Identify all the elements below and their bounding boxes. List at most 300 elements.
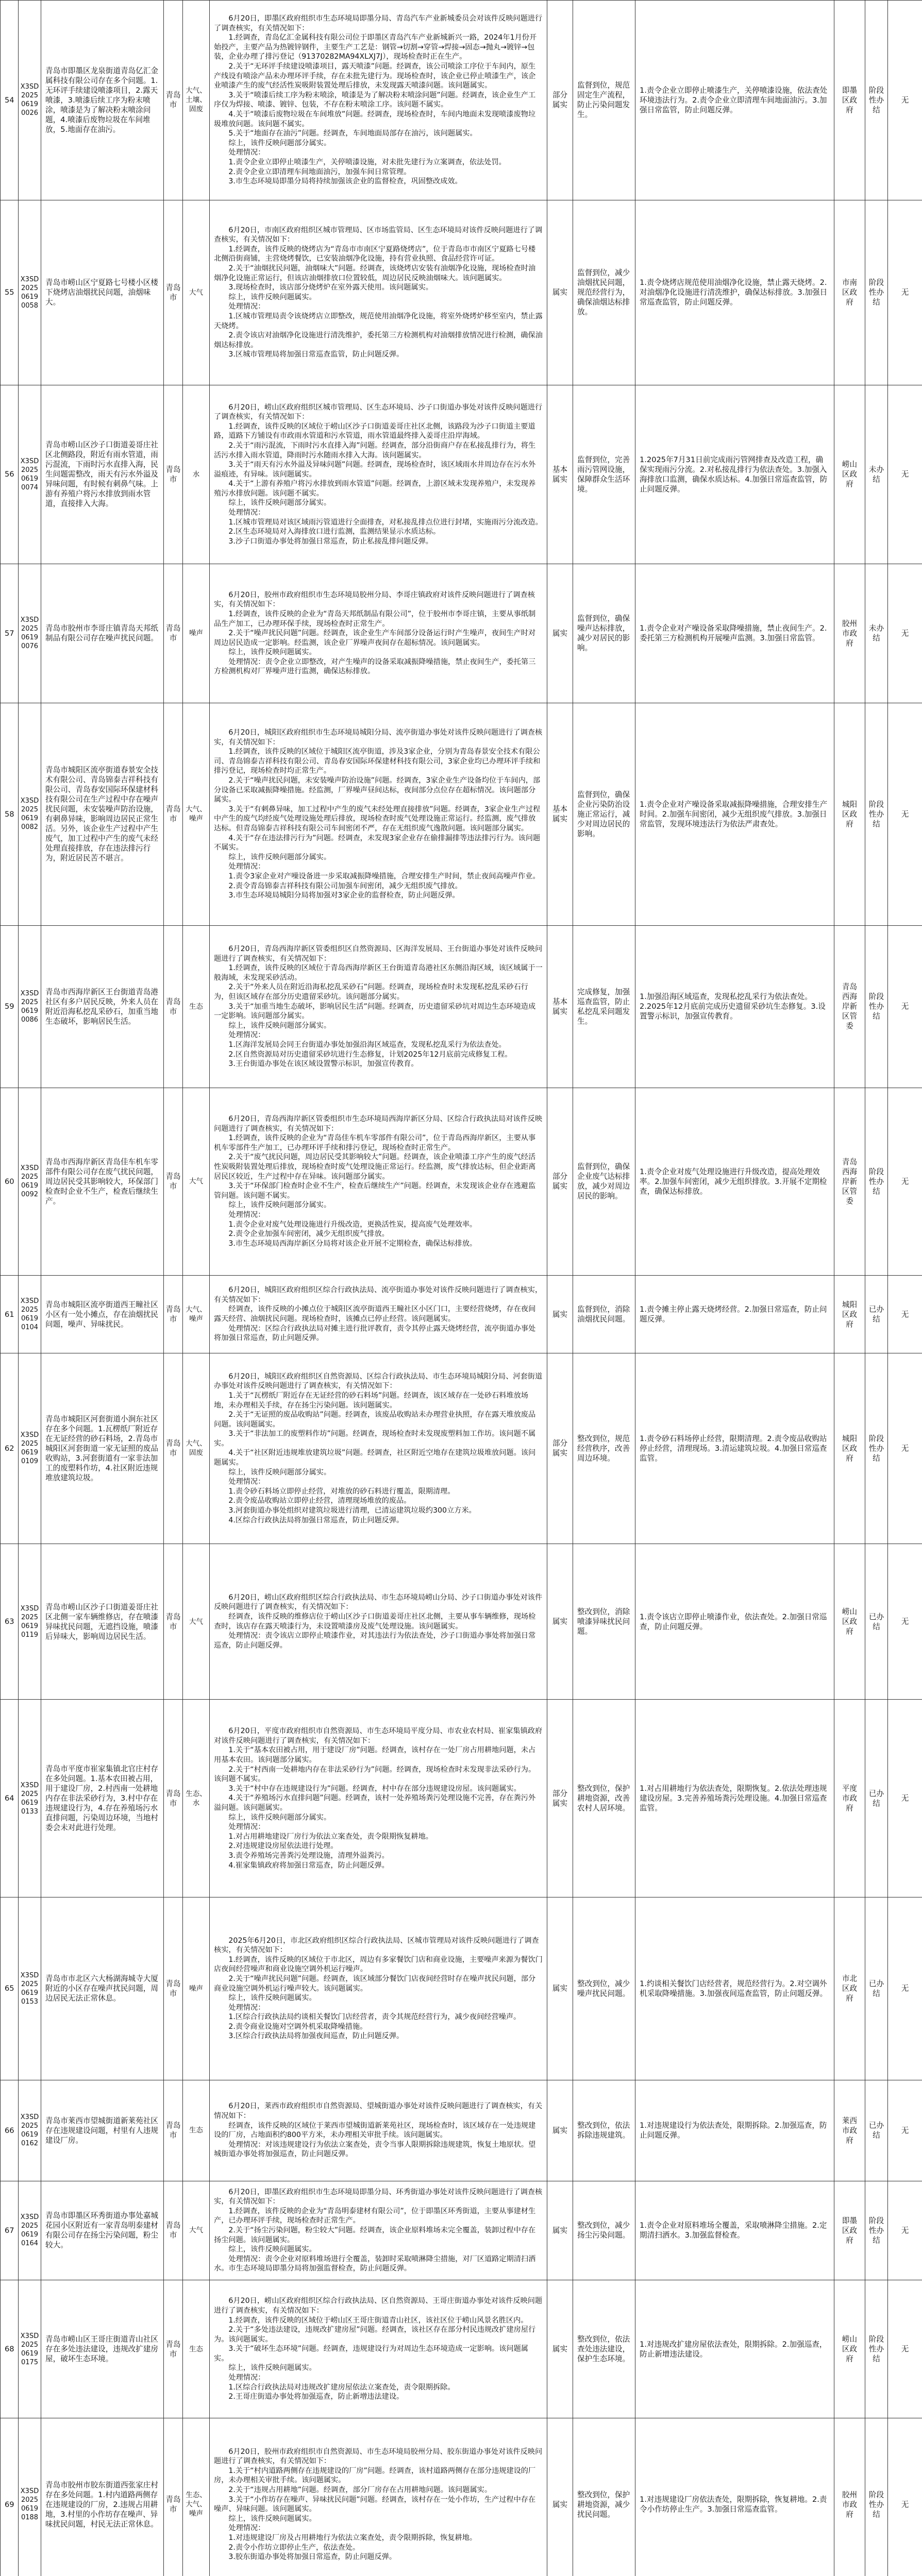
result-paragraph: 3.市生态环境局即墨分局将持续加强该企业的监督检查，巩固整改成效。 [228,177,462,186]
row-description: 青岛市胶州市李哥庄镇青岛天邦纸制品有限公司存在噪声扰民问题。 [41,564,164,703]
row-number: 58 [1,703,19,926]
result-paragraph: 2.关于“扬尘污染问题，粉尘较大”问题。经调查，该企业原料堆场未完全覆盖，装卸过程中存在扬尘问题。该问题属实。 [214,2226,536,2244]
table-row [1,1544,922,1700]
row-number: 63 [1,1544,19,1700]
row-investigation-result [210,1700,547,1897]
result-paragraph: 1.责令3家企业对产噪设备进一步采取减振降噪措施，合理安排生产时间，禁止夜间高噪声作业。 [228,872,540,880]
result-paragraph: 处理情况：责令企业对原料堆场进行全覆盖，装卸时采取喷淋降尘措施，对厂区道路定期清扫洒水。市生态环境局即墨分局将加强监督检查，防止问题反弹。 [214,2255,536,2273]
row-goal: 监督到位，规范固定生产流程，防止污染问题发生。 [573,1,635,200]
row-area: 青岛市 [164,2418,183,2576]
row-pollution-type: 大气 [183,2181,210,2280]
result-paragraph: 2.责令企业立即清理车间地面油污，加强车间日常管理。 [228,167,411,176]
row-number: 57 [1,564,19,703]
row-measures: 1.加强沿海区域巡查，发现私挖乱采行为依法查处。2.2025年12月底前完成历史遗留采砂坑生态修复。3.设置警示标识，加强宣传教育。 [635,926,834,1088]
row-verification: 部分属实 [547,1,573,200]
row-responsible: 崂山区政府 [834,2280,865,2418]
row-code: X3SD202506190175 [19,2280,41,2418]
row-pollution-type: 大气、噪声 [183,1275,210,1353]
row-verification: 属实 [547,200,573,385]
table-row [1,1700,922,1897]
row-code: X3SD202506190026 [19,1,41,200]
result-paragraph: 1.经调查，该件反映的企业为“青岛天邦纸制品有限公司”，位于胶州市李哥庄镇，主要从事纸制品生产加工，已办理环保手续，现场检查时正常生产。 [214,609,536,628]
result-paragraph: 2.责令企业加强车间密闭，减少无组织废气排放。 [228,1230,389,1239]
result-paragraph: 2.对违规建设房屋依法进行处理。 [228,1842,338,1851]
result-paragraph: 处理情况： [228,862,265,871]
row-number: 54 [1,1,19,200]
row-pollution-type: 大气、土壤、固废 [183,1,210,200]
result-paragraph: 2.责令该店对油烟净化设施进行清洗维护，委托第三方检测机构对油烟排放情况进行检测，确保油烟达标排放。 [214,331,543,349]
row-goal: 整改到位，保护耕地资源，减少扰民问题。 [573,2418,635,2576]
row-description: 青岛市崂山区宁夏路七号楼小区楼下烧烤店油烟扰民问题，油烟味大。 [41,200,164,385]
row-verification: 部分属实 [547,1700,573,1897]
row-description: 青岛市城阳区流亭街道春景安全技术有限公司、青岛锦泰吉祥科技有限公司、青岛春安国际环保建材科技有限公司在生产过程中存在噪声扰民问题，未安装噪声防治设施，有刺鼻异味，影响周边居民正常生活。另外，该企业生产过程中产生废气，加工过程中产生的废气未经处理直接排放，存在违法排污行为，附近居民苦不堪言。 [41,703,164,926]
row-status: 阶段性办结 [865,1,888,200]
row-verification: 基本属实 [547,926,573,1088]
result-paragraph: 6月20日，青岛西海岸新区管委组织区自然资源局、区海洋发展局、王台街道办事处对该件反映问题进行了调查核实，有关情况如下： [214,945,543,963]
row-number: 56 [1,385,19,564]
result-paragraph: 综上，该件反映问题属实。 [228,2245,316,2254]
table-row [1,1897,922,2080]
result-paragraph: 3.关于“环保部门检查时企业不生产，检查后继续生产”问题。经调查，未发现该企业存在逃避监管问题。该问题不属实。 [214,1182,536,1200]
result-paragraph: 3.现场检查时，该店部分烧烤炉在室外露天使用。该问题属实。 [228,283,433,292]
result-paragraph: 6月20日，胶州市政府组织市生态环境局胶州分局、李哥庄镇政府对该件反映问题进行了调查核实，有关情况如下： [214,590,535,609]
row-code: X3SD202506190109 [19,1353,41,1544]
result-paragraph: 2.责令青岛锦泰吉祥科技有限公司加强车间密闭，减少无组织废气排放。 [228,882,462,890]
row-verification: 属实 [547,1897,573,2080]
result-paragraph: 2.责令小作坊立即停止生产，依法查处。 [228,2543,360,2552]
row-verification: 部分属实 [547,1088,573,1275]
row-code: X3SD202506190058 [19,200,41,385]
result-paragraph: 2.关于“噪声扰民问题，未安装噪声防治设施”问题。经调查，3家企业生产设备均位于车间内，部分设备已采取减振降噪措施。经监测，厂界噪声昼间达标，夜间部分点位存在超标情况。该问题部分属实。 [214,776,541,804]
result-paragraph: 3.关于“喷漆后续工序为粉末喷涂，喷漆是为了解决粉末喷涂问题”问题。经调查，该企业生产工序仅为焊接、喷漆、镀锌、包装，不存在粉末喷涂工序。该问题不属实。 [214,91,536,109]
row-accountability: 无 [888,926,922,1088]
row-description: 青岛市崂山区王哥庄街道青山社区存在多处违法建设，违规改扩建房屋，破坏生态环境。 [41,2280,164,2418]
result-paragraph: 处理情况：责令企业立即整改，对产生噪声的设备采取减振降噪措施，禁止夜间生产，委托第三方检测机构对厂界噪声进行监测，确保达标排放。 [214,657,536,676]
row-verification: 属实 [547,2080,573,2181]
row-accountability: 无 [888,1353,922,1544]
result-paragraph: 经调查，该件反映的小摊点位于城阳区流亭街道西王疃社区小区门口，主要经营烧烤，存在夜间露天经营、油烟扰民问题。现场检查时，该摊点已停止经营。该问题属实。 [214,1305,536,1323]
table-row [1,385,922,564]
row-measures: 1.责令砂石料场停止经营，限期清理。2.责令废品收购站停止经营，清理现场。3.清运建筑垃圾。4.加强日常巡查监管。 [635,1353,834,1544]
result-paragraph: 3.王台街道办事处在该区域设置警示标识，加强宣传教育。 [228,1060,418,1069]
row-accountability: 无 [888,1544,922,1700]
row-accountability: 无 [888,2418,922,2576]
result-paragraph: 6月20日，崂山区政府组织区综合行政执法局、市生态环境局崂山分局、沙子口街道办事处对该件反映问题进行了调查核实，有关情况如下： [214,1593,543,1612]
result-paragraph: 3.关于“有刺鼻异味，加工过程中产生的废气未经处理直接排放”问题。经调查，3家企业生产过程中产生的废气均经废气处理设施处理后排放，现场检查时废气处理设施正常运行。经监测，废气排放达标。但青岛锦泰吉祥科技有限公司车间密闭不严，存在无组织废气逸散问题。该问题部分属实。 [214,805,541,833]
row-verification: 部分属实 [547,1353,573,1544]
table-row [1,1275,922,1353]
result-paragraph: 3.关于“破坏生态环境”问题。经调查，违规建设行为对周边生态环境造成一定影响。该问题属实。 [214,2345,528,2363]
row-measures: 1.责令该店立即停止喷漆作业，依法查处。2.加强日常巡查，防止问题反弹。 [635,1544,834,1700]
row-area: 青岛市 [164,1700,183,1897]
row-pollution-type: 生态、大气、噪声 [183,2418,210,2576]
row-investigation-result [210,2418,547,2576]
result-paragraph: 处理情况： [228,2003,265,2012]
table-row [1,200,922,385]
row-number: 61 [1,1275,19,1353]
row-area: 青岛市 [164,703,183,926]
row-code: X3SD202506190133 [19,1700,41,1897]
row-goal: 整改到位，依法拆除违规建筑。 [573,2080,635,2181]
row-number: 64 [1,1700,19,1897]
result-paragraph: 1.区海洋发展局会同王台街道办事处加强沿海区域巡查，发现私挖乱采行为依法查处。 [228,1040,506,1049]
row-code: X3SD202506190164 [19,2181,41,2280]
row-area: 青岛市 [164,1275,183,1353]
row-pollution-type: 噪声 [183,564,210,703]
row-description: 青岛市莱西市望城街道新莱苑社区存在违规建设问题，村里有人违规建设厂房。 [41,2080,164,2181]
result-paragraph: 4.关于“社区附近违规堆放建筑垃圾”问题。经调查，社区附近空地存在建筑垃圾堆放问题。该问题属实。 [214,1449,536,1467]
row-measures: 1.约谈相关餐饮门店经营者，规范经营行为。2.对空调外机采取降噪措施。3.加强夜间巡查监管，防止问题反弹。 [635,1897,834,2080]
row-description: 青岛市崂山区沙子口街道姜哥庄社区北侧一家车辆维修店，存在喷漆异味扰民问题，无遮挡设施，喷漆后异味大，影响周边居民生活。 [41,1544,164,1700]
result-paragraph: 1.责令砂石料场立即停止经营，对堆放的砂石料进行覆盖，限期清理。 [228,1487,455,1496]
row-pollution-type: 大气 [183,200,210,385]
row-goal: 监督到位，消除油烟扰民问题。 [573,1275,635,1353]
result-paragraph: 1.区城市管理局责令该烧烤店立即整改，规范使用油烟净化设施，将室外烧烤炉移至室内，禁止露天烧烤。 [214,312,543,330]
result-paragraph: 3.胶东街道办事处将加强日常巡查，防止问题反弹。 [228,2553,397,2562]
row-measures: 1.对违规改扩建房屋依法查处，限期拆除。2.加强巡查，防止新增违法建设。 [635,2280,834,2418]
row-pollution-type: 生态 [183,2280,210,2418]
row-accountability: 无 [888,2280,922,2418]
row-area: 青岛市 [164,564,183,703]
result-paragraph: 3.关于“雨天有污水外溢及异味问题”问题。经调查，现场检查时，该区域雨水井周边存在污水外溢痕迹，有异味。该问题属实。 [214,461,536,479]
result-paragraph: 2.关于“无环评手续建设喷漆项目，露天喷漆”问题。经调查，该公司喷涂工序位于车间内，原生产线设有喷涂产品未办理环评手续，存在未批先建行为。现场检查时，该企业已停止喷漆生产，该企业喷漆产生的废气经活性炭吸附装置处理后排放，未发现露天喷漆问题。该问题属实。 [214,62,536,90]
table-row [1,2280,922,2418]
result-paragraph: 3.沙子口街道办事处将加强日常巡查，防止私接乱排问题反弹。 [228,537,433,546]
result-paragraph: 综上，该件反映问题属实。 [228,2514,316,2523]
row-pollution-type: 生态 [183,2080,210,2181]
table-row [1,1088,922,1275]
result-paragraph: 4.关于“上游有养殖户将污水排放到雨水管道”问题。经调查，上游区域未发现养殖户，未发现养殖污水排放问题。该问题不属实。 [214,480,536,498]
row-measures: 1.责令企业对废气处理设施进行升级改造，提高处理效率。2.加强车间密闭，减少无组织排放。3.开展不定期检查，确保达标排放。 [635,1088,834,1275]
result-paragraph: 3.关于“小作坊存在噪声、异味扰民问题”问题。经调查，该村存在一处小作坊，生产过程中存在噪声、异味问题。该问题属实。 [214,2495,536,2514]
row-status: 已办结 [865,1544,888,1700]
row-number: 68 [1,2280,19,2418]
result-paragraph: 2.王哥庄街道办事处将加强巡查，防止新增违法建设。 [228,2393,404,2401]
row-goal: 监督到位，确保噪声达标排放，减少对居民的影响。 [573,564,635,703]
result-paragraph: 6月20日，胶州市政府组织市自然资源局、市生态环境局胶州分局、胶东街道办事处对该件反映问题进行了调查核实，有关情况如下： [214,2447,543,2466]
row-goal: 整改到位，保护耕地资源，改善农村人居环境。 [573,1700,635,1897]
result-paragraph: 处理情况： [228,1478,265,1486]
table-row [1,926,922,1088]
row-description: 青岛市崂山区沙子口街道姜哥庄社区北侧路段，附近有雨水管道，雨污混流，下雨时污水直排入海，民生问题需整改，雨天有污水外溢及异味问题，有时候有刺鼻气味。上游有养殖户将污水排放到雨水管道，直接排入大海。 [41,385,164,564]
row-accountability: 无 [888,564,922,703]
row-measures: 1.责令企业对产噪设备采取降噪措施，禁止夜间生产。2.委托第三方检测机构开展噪声监测。3.加强日常监管。 [635,564,834,703]
row-investigation-result [210,1,547,200]
row-accountability: 无 [888,1700,922,1897]
table-row [1,703,922,926]
result-paragraph: 处理情况：对该违规建设行为依法立案查处，责令当事人限期拆除违规建筑，恢复土地原状。望城街道办事处将加强巡查，防止问题反弹。 [214,2140,536,2159]
result-paragraph: 经调查，该件反映的维修店位于崂山区沙子口街道姜哥庄社区北侧，主要从事车辆维修，现场检查时，该店存在露天喷漆行为，未设置喷漆房及废气处理设施。该问题属实。 [214,1613,536,1631]
row-pollution-type: 大气、固废 [183,1353,210,1544]
result-paragraph: 1.责令企业对废气处理设施进行升级改造，更换活性炭，提高废气处理效率。 [228,1220,477,1229]
row-investigation-result [210,564,547,703]
result-paragraph: 4.关于“养殖场污水直排问题”问题。经调查，该村一处养殖场粪污处理设施不完善，存在粪污外溢问题。该问题属实。 [214,1794,536,1812]
row-accountability: 无 [888,1275,922,1353]
row-verification: 基本属实 [547,703,573,926]
row-area: 青岛市 [164,2181,183,2280]
result-paragraph: 6月20日，城阳区政府组织区综合行政执法局、流亭街道办事处对该件反映问题进行了调查核实，有关情况如下： [214,1286,543,1304]
row-status: 未办结 [865,385,888,564]
row-accountability: 无 [888,703,922,926]
result-paragraph: 4.崔家集镇政府将加强日常巡查，防止问题反弹。 [228,1861,389,1870]
result-paragraph: 1.关于“瓦楞纸厂附近存在无证经营的砂石料场”问题。经调查，该区域存在一处砂石料堆放场地，未办理相关手续，存在扬尘污染问题。该问题属实。 [214,1391,528,1410]
result-paragraph: 2.关于“雨污混流，下雨时污水直排入海”问题。经调查，部分沿街商户存在私接乱排行为，将生活污水排入雨水管道，降雨时污水随雨水排入大海。该问题属实。 [214,441,536,460]
result-paragraph: 6月20日，即墨区政府组织市生态环境局即墨分局、青岛汽车产业新城委员会对该件反映问题进行了调查核实，有关情况如下： [214,14,543,32]
result-paragraph: 3.责令养殖场完善粪污处理设施，清理外溢粪污。 [228,1851,389,1860]
row-investigation-result [210,200,547,385]
result-paragraph: 1.区综合行政执法局约谈相关餐饮门店经营者，责令其规范经营行为，减少夜间经营噪声。 [228,2013,521,2022]
row-code: X3SD202506190074 [19,385,41,564]
row-goal: 整改到位，减少扬尘污染问题。 [573,2181,635,2280]
result-paragraph: 2.关于“多处违法建设，违规改扩建房屋”问题。经调查，该社区存在部分村民违规改扩建房屋行为。该问题属实。 [214,2326,536,2344]
row-status: 已办结 [865,1275,888,1353]
row-goal: 监督到位，完善雨污管网设施，保障群众生活环境。 [573,385,635,564]
result-paragraph: 处理情况： [228,2374,265,2382]
result-paragraph: 2.关于“村西南一处耕地内存在非法采砂行为”问题。经调查，现场检查时未发现非法采砂行为。该问题不属实。 [214,1765,536,1784]
result-paragraph: 3.市生态环境局城阳分局将加强对3家企业的监督检查，防止问题反弹。 [228,891,460,900]
row-responsible: 崂山区政府 [834,1544,865,1700]
row-measures: 1.责令企业对产噪设备采取减振降噪措施，合理安排生产时间。2.加强车间密闭，减少无组织废气排放。3.加强日常监管，发现环境违法行为依法严肃查处。 [635,703,834,926]
result-paragraph: 处理情况： [228,509,265,517]
result-paragraph: 综上，该件反映问题部分属实。 [228,1201,331,1210]
result-paragraph: 综上，该件反映问题部分属实。 [228,853,331,861]
row-number: 59 [1,926,19,1088]
result-paragraph: 6月20日，崂山区政府组织区综合行政执法局、区自然资源局、王哥庄街道办事处对该件反映问题进行了调查核实，有关情况如下： [214,2297,543,2315]
row-accountability: 无 [888,1,922,200]
row-investigation-result [210,1353,547,1544]
table-row [1,2181,922,2280]
result-paragraph: 3.区城市管理局将加强日常巡查监管，防止问题反弹。 [228,350,404,359]
row-measures: 1.对占用耕地行为依法查处，限期恢复。2.依法处理违规建设房屋。3.完善养殖场粪污处理设施。4.加强日常巡查监管。 [635,1700,834,1897]
row-responsible: 莱西市政府 [834,2080,865,2181]
result-paragraph: 1.经调查，该件反映的区域位于青岛西海岸新区王台街道青岛港社区东侧沿海区域，该区域属于一般海域，未发现采砂活动。 [214,964,543,982]
row-number: 65 [1,1897,19,2080]
row-status: 阶段性办结 [865,2181,888,2280]
result-paragraph: 6月20日，青岛西海岸新区管委组织市生态环境局西海岸新区分局、区综合行政执法局对该件反映问题进行了调查核实，有关情况如下： [214,1115,543,1133]
row-status: 已办结 [865,1700,888,1897]
row-code: X3SD202506190092 [19,1088,41,1275]
row-goal: 完成修复，加强巡查监管，防止私挖乱采问题发生。 [573,926,635,1088]
row-verification: 属实 [547,2280,573,2418]
row-area: 青岛市 [164,926,183,1088]
row-code: X3SD202506190104 [19,1275,41,1353]
row-status: 阶段性办结 [865,1088,888,1275]
result-paragraph: 3.市生态环境局西海岸新区分局将对该企业开展不定期检查，确保达标排放。 [228,1239,477,1248]
result-paragraph: 5.关于“地面存在油污”问题。经调查，车间地面局部存在油污，该问题属实。 [228,129,477,138]
row-responsible: 城阳区政府 [834,1353,865,1544]
row-verification: 属实 [547,1544,573,1700]
row-measures: 1.对违规建设行为依法查处，限期拆除。2.加强巡查，防止问题反弹。 [635,2080,834,2181]
result-paragraph: 6月20日，城阳区政府组织市生态环境局城阳分局、流亭街道办事处对该件反映问题进行了调查核实，有关情况如下： [214,728,543,747]
result-paragraph: 处理情况： [228,302,265,311]
row-status: 未办结 [865,564,888,703]
row-code: X3SD202506190082 [19,703,41,926]
row-investigation-result [210,385,547,564]
row-area: 青岛市 [164,1353,183,1544]
result-paragraph: 综上，该件反映问题部分属实。 [228,1813,331,1822]
result-paragraph: 4.关于“喷漆后废物垃圾在车间堆放”问题。经调查，现场检查时，车间内地面未发现喷漆废物垃圾堆放问题。该问题不属实。 [214,110,536,128]
row-goal: 整改到位，依法查处违法建设，保护生态环境。 [573,2280,635,2418]
row-number: 66 [1,2080,19,2181]
row-area: 青岛市 [164,1544,183,1700]
row-area: 青岛市 [164,2280,183,2418]
result-paragraph: 6月20日，市南区政府组织区城市管理局、区市场监管局、区生态环境局对该件反映问题进行了调查核实，有关情况如下： [214,226,543,244]
row-description: 青岛市平度市崔家集镇北官庄村存在多处问题。1.基本农田被占用，用于建设厂房，2.村西南一处耕地内存在非法采砂行为，3.村中存在违规建设行为，4.存在养殖场污水直排问题，污染周边环境，当地村委会未对此进行处理。 [41,1700,164,1897]
row-pollution-type: 大气、噪声 [183,703,210,926]
table-row [1,1,922,200]
row-area: 青岛市 [164,200,183,385]
row-responsible: 胶州市政府 [834,2418,865,2576]
row-description: 青岛市城阳区河套街道小涧东社区存在多个问题。1.瓦楞纸厂附近存在无证经营的砂石料场，2.青岛市城阳区河套街道一家无证照的废品收购站，3.河套街道有一家非法加工的废塑料作坊，4.社区附近违规堆放建筑垃圾。 [41,1353,164,1544]
result-paragraph: 2.区生态环境局对入海排放口进行监测，监测结果显示水质达标。 [228,528,441,536]
row-investigation-result [210,926,547,1088]
row-accountability: 无 [888,1897,922,2080]
result-paragraph: 1.经调查，该件反映的区域位于崂山区沙子口街道姜哥庄社区北侧，该路段为沙子口街道主要道路，道路下方铺设有市政雨水管道和污水管道，雨水管道最终排入姜哥庄沿岸海域。 [214,422,535,440]
result-paragraph: 综上，该件反映问题部分属实。 [228,499,331,507]
row-responsible: 城阳区政府 [834,1275,865,1353]
result-paragraph: 6月20日，崂山区政府组织区城市管理局、区生态环境局、沙子口街道办事处对该件反映问题进行了调查核实，有关情况如下： [214,403,543,421]
result-paragraph: 1.区综合行政执法局对违规改扩建房屋依法立案查处，责令限期拆除。 [228,2383,455,2392]
result-paragraph: 综上，该件反映问题属实。 [228,293,316,301]
row-number: 67 [1,2181,19,2280]
result-paragraph: 1.关于“村内道路两侧存在违规建设的厂房”问题。经调查，该村道路两侧存在部分违规建设的厂房，未办理相关审批手续。该问题属实。 [214,2466,536,2485]
row-responsible: 崂山区政府 [834,385,865,564]
row-number: 69 [1,2418,19,2576]
row-area: 青岛市 [164,1,183,200]
result-paragraph: 1.经调查，青岛亿汇金属科技有限公司位于即墨区青岛汽车产业新城新兴一路，2024年1月份开始投产，主要产品为热镀锌钢件，主要生产工艺是：钢管→切割→穿管→焊接→固态→抛丸→镀锌→包装，企业办理了排污登记（91370282MA94XLXJ7J），现场检查时正在生产。 [214,33,537,61]
row-investigation-result [210,703,547,926]
result-paragraph: 经调查，该件反映的区域位于莱西市望城街道新莱苑社区，现场检查时，该区域存在一处违规建设的厂房，占地面积约800平方米，未办理相关审批手续。该问题属实。 [214,2121,536,2140]
row-goal: 整改到位，减少噪声扰民问题。 [573,1897,635,2080]
result-paragraph: 6月20日，城阳区政府组织区自然资源局、区综合行政执法局、市生态环境局城阳分局、河套街道办事处对该件反映问题进行了调查核实，有关情况如下： [214,1372,543,1391]
result-paragraph: 1.对违规建设厂房及占用耕地行为依法立案查处，责令限期拆除，恢复耕地。 [228,2533,477,2542]
row-area: 青岛市 [164,1897,183,2080]
result-paragraph: 3.关于“加重当地生态破坏，影响居民生活”问题。经调查，历史遗留采砂坑对周边生态环境造成一定影响。该问题部分属实。 [214,1002,536,1021]
result-paragraph: 处理情况： [228,2524,265,2533]
table-row [1,564,922,703]
row-description: 青岛市西海岸新区王台街道青岛港社区有多户居民反映，外来人员在附近沿海私挖乱采砂石，加重当地生态破坏，影响居民生活。 [41,926,164,1088]
table-row [1,1353,922,1544]
row-pollution-type: 水 [183,385,210,564]
result-paragraph: 综上，该件反映问题部分属实。 [228,1021,331,1030]
result-paragraph: 1.责令企业立即停止喷漆生产，关停喷漆设施，对未批先建行为立案调查，依法处罚。 [228,158,506,166]
row-verification: 属实 [547,2418,573,2576]
row-code: X3SD202506190119 [19,1544,41,1700]
result-paragraph: 1.经调查，该件反映的区域位于市北区，周边有多家餐饮门店和商业设施，主要噪声来源为餐饮门店夜间经营噪声和商业设施空调外机运行噪声。 [214,1955,543,1974]
row-status: 阶段性办结 [865,2418,888,2576]
row-goal: 整改到位，消除喷漆异味扰民问题。 [573,1544,635,1700]
row-description: 青岛市即墨区龙泉街道青岛亿汇金属科技有限公司存在多个问题。1.无环评手续建设喷漆项目，2.露天喷漆，3.喷漆后续工序为粉末喷涂，喷漆是为了解决粉末喷涂问题，4.喷漆后废物垃圾在车间堆放，5.地面存在油污。 [41,1,164,200]
row-description: 青岛市西海岸新区青岛佳车机车零部件有限公司存在废气扰民问题，周边居民受其影响较大，环保部门检查时企业不生产，检查后继续生产。 [41,1088,164,1275]
row-responsible: 胶州市政府 [834,564,865,703]
result-paragraph: 处理情况： [228,1210,265,1219]
row-measures: 1.责令企业对原料堆场全覆盖，采取喷淋降尘措施。2.定期清扫洒水。3.加强监督检查。 [635,2181,834,2280]
result-paragraph: 处理情况：区综合行政执法局对摊主进行批评教育，责令其停止露天烧烤经营，流亭街道办事处将加强日常巡查，防止问题反弹。 [214,1324,536,1343]
row-status: 阶段性办结 [865,200,888,385]
row-number: 60 [1,1088,19,1275]
result-paragraph: 处理情况： [228,1823,265,1832]
result-paragraph: 2.关于“废气扰民问题，周边居民受其影响较大”问题。经调查，该企业喷漆工序产生的废气经活性炭吸附装置处理后排放，现场检查时废气处理设施正常运行。经监测，废气排放达标，但企业距离居民区较近，生产过程中存在异味。该问题部分属实。 [214,1153,536,1181]
row-pollution-type: 生态 [183,926,210,1088]
result-paragraph: 1.经调查，该件反映的企业为“青岛佳车机车零部件有限公司”，位于青岛西海岸新区，主要从事机车零部件生产加工，已办理环评手续和排污登记，现场检查时正常生产。 [214,1134,536,1152]
result-paragraph: 2.区自然资源局对历史遗留采砂坑进行生态修复，计划2025年12月底前完成修复工程。 [228,1050,512,1059]
table-row [1,2080,922,2181]
row-area: 青岛市 [164,1088,183,1275]
row-measures: 1.责令烧烤店规范使用油烟净化设施，禁止露天烧烤。2.对油烟净化设施进行清洗维护，确保达标排放。3.加强日常巡查监管，防止问题反弹。 [635,200,834,385]
result-paragraph: 综上，该件反映问题属实。 [228,2364,316,2372]
row-code: X3SD202506190076 [19,564,41,703]
row-investigation-result [210,1275,547,1353]
row-pollution-type: 噪声 [183,1897,210,2080]
row-status: 已办结 [865,2080,888,2181]
result-paragraph: 综上，该件反映问题属实。 [228,1994,316,2003]
result-paragraph: 3.关于“非法加工的废塑料作坊”问题。经调查，现场检查时未发现废塑料加工作坊。该问题不属实。 [214,1430,536,1448]
row-responsible: 即墨区政府 [834,1,865,200]
result-paragraph: 6月20日，即墨区政府组织市生态环境局即墨分局、环秀街道办事处对该件反映问题进行了调查核实，有关情况如下： [214,2188,543,2206]
result-paragraph: 1.经调查，该件反映的烧烤店为“青岛市市南区宁夏路烧烤店”，位于青岛市市南区宁夏路七号楼北侧沿街商铺，主营烧烤餐饮，已安装油烟净化设施，持有营业执照、食品经营许可证。 [214,245,536,263]
result-paragraph: 3.区综合行政执法局将加强夜间巡查，防止问题反弹。 [228,2032,404,2041]
row-investigation-result [210,2080,547,2181]
result-paragraph: 处理情况： [228,1031,265,1040]
row-investigation-result [210,1544,547,1700]
result-paragraph: 6月20日，莱西市政府组织市自然资源局、望城街道办事处对该件反映问题进行了调查核实，有关情况如下： [214,2102,543,2121]
result-paragraph: 1.关于“基本农田被占用，用于建设厂房”问题。经调查，该村存在一处厂房占用耕地问题，未占用基本农田。该问题部分属实。 [214,1746,536,1764]
row-status: 阶段性办结 [865,926,888,1088]
row-verification: 属实 [547,2181,573,2280]
row-verification: 基本属实 [547,385,573,564]
row-measures: 1.对违规建设厂房依法查处，限期拆除，恢复耕地。2.责令小作坊停止生产。3.加强日常巡查监管。 [635,2418,834,2576]
result-paragraph: 4.区综合行政执法局将加强日常巡查，防止问题反弹。 [228,1516,404,1524]
row-responsible: 城阳区政府 [834,703,865,926]
row-description: 青岛市市北区六大杨湖海城寺大厦附近的小区存在噪声扰民问题，周边居民无法正常休息。 [41,1897,164,2080]
row-goal: 监督到位，确保企业废气达标排放，减少对周边居民的影响。 [573,1088,635,1275]
row-accountability: 无 [888,1088,922,1275]
result-paragraph: 3.关于“村中存在违规建设行为”问题。经调查，村中存在部分违规建设房屋。该问题属实。 [228,1784,521,1793]
row-investigation-result [210,1088,547,1275]
row-code: X3SD202506190162 [19,2080,41,2181]
row-accountability: 无 [888,2181,922,2280]
row-description: 青岛市即墨区环秀街道办事处嘉城花园小区附近有一家青岛明泰建材有限公司存在扬尘污染问题，粉尘较大。 [41,2181,164,2280]
row-responsible: 市北区政府 [834,1897,865,2080]
row-verification: 属实 [547,1275,573,1353]
row-description: 青岛市胶州市胶东街道西张家庄村存在多处问题。1.村内道路两侧存在违规建设的厂房，2.违规占用耕地，3.村里的小作坊存在噪声、异味扰民问题，村民无法正常休息。 [41,2418,164,2576]
row-status: 阶段性办结 [865,703,888,926]
row-number: 62 [1,1353,19,1544]
row-measures: 1.2025年7月31日前完成雨污管网排查及改造工程，确保实现雨污分流。2.对私接乱排行为依法查处。3.加强入海排放口监测，确保水质达标。4.加强日常巡查监管，防止问题反弹。 [635,385,834,564]
result-paragraph: 处理情况：责令该店立即停止喷漆作业，对其违法行为依法查处，沙子口街道办事处将加强日常巡查，防止问题反弹。 [214,1632,536,1650]
row-area: 青岛市 [164,2080,183,2181]
result-paragraph: 4.关于“存在违法排污行为”问题。经调查，未发现3家企业存在偷排漏排等违法排污行为。该问题不属实。 [214,834,541,852]
table-row [1,2418,922,2576]
row-area: 青岛市 [164,385,183,564]
result-paragraph: 2.责令商业设施对空调外机采取降噪措施。 [228,2022,367,2031]
row-code: X3SD202506190188 [19,2418,41,2576]
result-paragraph: 处理情况： [228,148,265,157]
row-accountability: 无 [888,200,922,385]
row-accountability: 无 [888,385,922,564]
result-paragraph: 2.关于“噪声扰民问题”问题。经调查，该区域部分餐饮门店夜间经营时存在噪声扰民问题，部分商业设施空调外机运行噪声较大。该问题属实。 [214,1974,536,1993]
row-responsible: 平度市政府 [834,1700,865,1897]
row-description: 青岛市城阳区流亭街道西王疃社区小区有一处小摊点，存在油烟扰民问题，噪声、异味扰民。 [41,1275,164,1353]
result-paragraph: 2.关于“外来人员在附近沿海私挖乱采砂石”问题。经调查，现场检查时未发现私挖乱采砂石行为，但该区域存在部分历史遗留采砂坑。该问题部分属实。 [214,983,528,1001]
result-paragraph: 综上，该件反映问题属实。 [228,648,316,657]
row-investigation-result [210,1897,547,2080]
row-measures: 1.责令摊主停止露天烧烤经营。2.加强日常巡查，防止问题反弹。 [635,1275,834,1353]
row-goal: 监督到位，减少油烟扰民问题，规范经营行为，确保油烟达标排放。 [573,200,635,385]
row-responsible: 即墨区政府 [834,2181,865,2280]
result-paragraph: 2.关于“违规占用耕地”问题。经调查，部分厂房存在占用耕地问题。该问题属实。 [228,2485,492,2494]
row-status: 阶段性办结 [865,1353,888,1544]
